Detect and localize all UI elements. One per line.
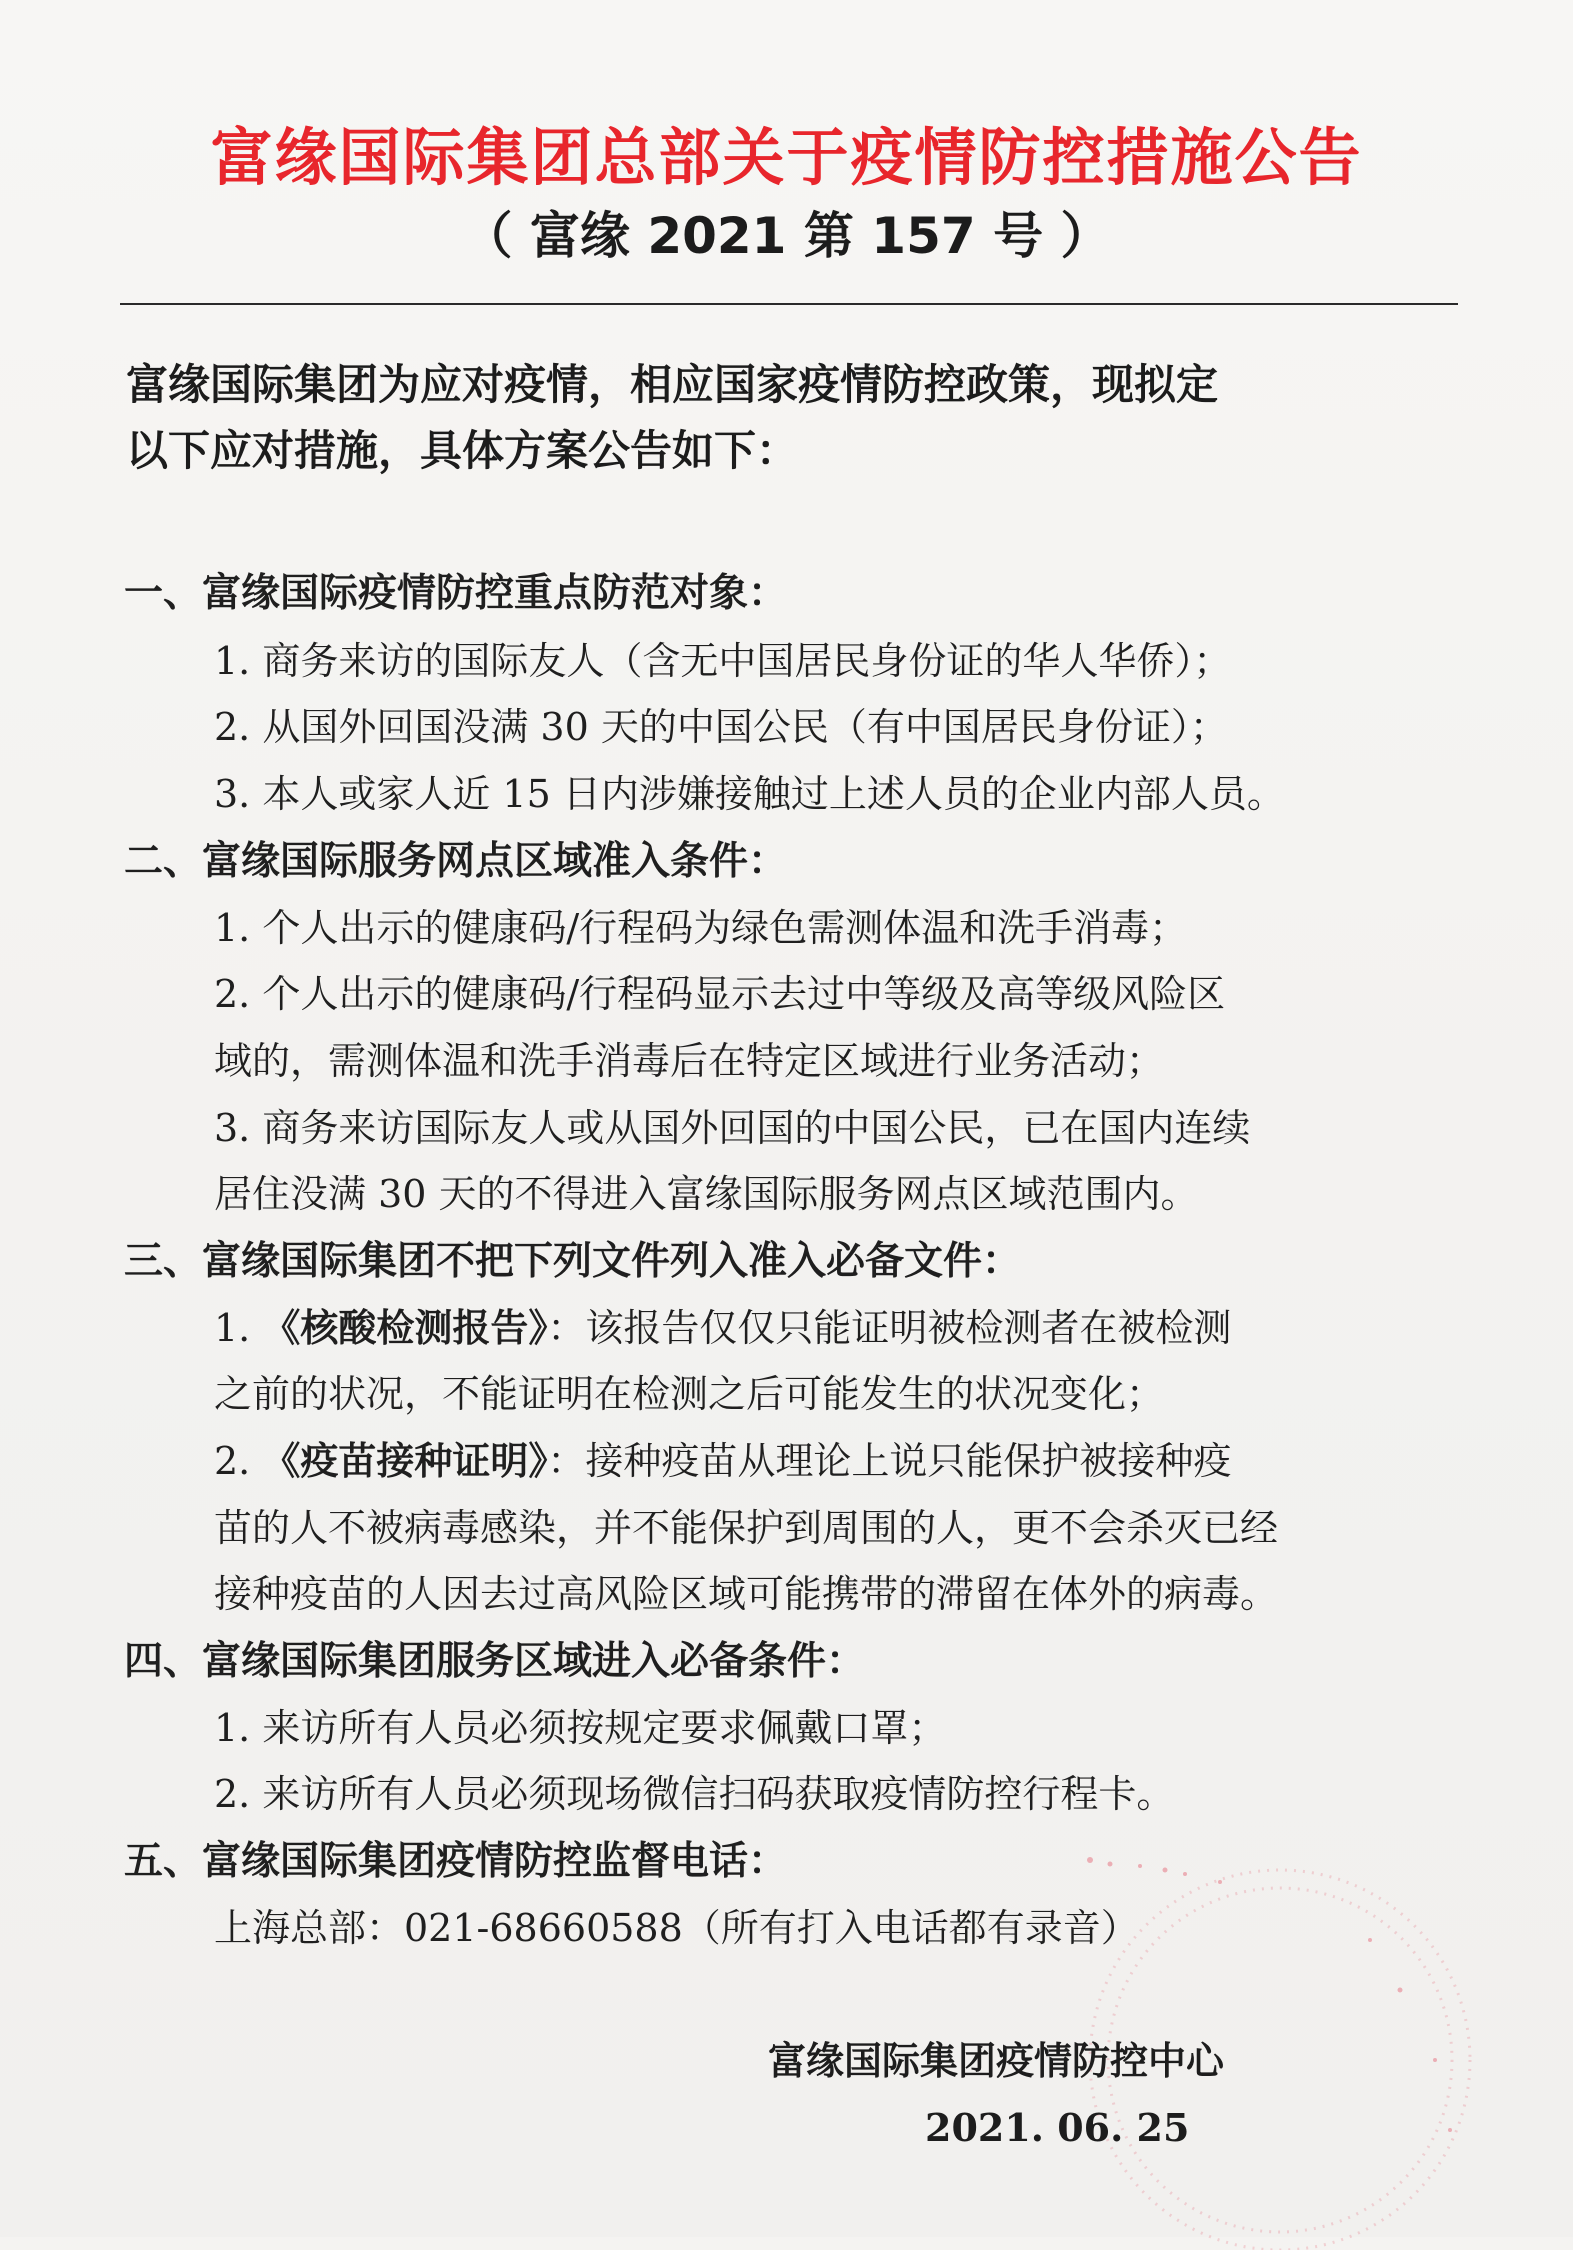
intro-line-2: 以下应对措施，具体方案公告如下： xyxy=(126,426,799,475)
section-3-item-2-line-3: 接种疫苗的人因去过高风险区域可能携带的滞留在体外的病毒。 xyxy=(214,1572,1279,1616)
document-number: （ 富缘 2021 第 157 号 ） xyxy=(462,207,1111,265)
section-3-item-2-line-1 xyxy=(214,1430,1231,1485)
section-2-item-1: 1. 个人出示的健康码/行程码为绿色需测体温和洗手消毒； xyxy=(214,906,1188,950)
issue-date: 2021. 06. 25 xyxy=(925,2105,1190,2150)
section-4-item-2: 2. 来访所有人员必须现场微信扫码获取疫情防控行程卡。 xyxy=(214,1772,1175,1816)
section-3-item-1-text: ：该报告仅仅只能证明被检测者在被检测 xyxy=(547,1306,1232,1350)
issuing-organization: 富缘国际集团疫情防控中心 xyxy=(768,2038,1225,2083)
intro-paragraph xyxy=(126,352,1466,484)
section-5-heading: 五、富缘国际集团疫情防控监督电话： xyxy=(124,1838,788,1884)
section-5-phone-line: 上海总部：021-68660588（所有打入电话都有录音） xyxy=(214,1906,1139,1950)
section-1-item-2: 2. 从国外回国没满 30 天的中国公民（有中国居民身份证）； xyxy=(214,705,1228,749)
section-3-item-2-line-2: 苗的人不被病毒感染，并不能保护到周围的人，更不会杀灭已经 xyxy=(214,1506,1279,1550)
section-2-item-3-line-2: 居住没满 30 天的不得进入富缘国际服务网点区域范围内。 xyxy=(214,1172,1199,1216)
section-3-item-2-title: 《疫苗接种证明》 xyxy=(262,1438,548,1483)
section-1-item-3: 3. 本人或家人近 15 日内涉嫌接触过上述人员的企业内部人员。 xyxy=(214,772,1285,816)
section-1-heading: 一、富缘国际疫情防控重点防范对象： xyxy=(124,570,788,616)
section-3-heading: 三、富缘国际集团不把下列文件列入准入必备文件： xyxy=(124,1238,1022,1284)
document-title: 富缘国际集团总部关于疫情防控措施公告 xyxy=(210,121,1363,194)
section-2-heading: 二、富缘国际服务网点区域准入条件： xyxy=(124,838,788,884)
section-3-item-2-text: ：接种疫苗从理论上说只能保护被接种疫 xyxy=(547,1439,1232,1483)
intro-line-1: 富缘国际集团为应对疫情，相应国家疫情防控政策，现拟定 xyxy=(126,360,1219,409)
section-3-item-1-line-2: 之前的状况，不能证明在检测之后可能发生的状况变化； xyxy=(214,1372,1165,1416)
section-2-item-3-line-1: 3. 商务来访国际友人或从国外回国的中国公民，已在国内连续 xyxy=(214,1106,1251,1150)
section-2-item-2-line-2: 域的，需测体温和洗手消毒后在特定区域进行业务活动； xyxy=(214,1039,1165,1083)
section-4-item-1: 1. 来访所有人员必须按规定要求佩戴口罩； xyxy=(214,1706,947,1750)
section-4-heading: 四、富缘国际集团服务区域进入必备条件： xyxy=(124,1638,866,1684)
section-3-item-1-title: 《核酸检测报告》 xyxy=(262,1305,548,1350)
section-3-item-2-number: 2. xyxy=(214,1439,263,1483)
header-divider xyxy=(120,303,1458,305)
section-2-item-2-line-1: 2. 个人出示的健康码/行程码显示去过中等级及高等级风险区 xyxy=(214,972,1226,1016)
section-1-item-1: 1. 商务来访的国际友人（含无中国居民身份证的华人华侨）； xyxy=(214,639,1232,683)
section-3-item-1-number: 1. xyxy=(214,1306,263,1350)
section-3-item-1-line-1 xyxy=(214,1297,1231,1352)
